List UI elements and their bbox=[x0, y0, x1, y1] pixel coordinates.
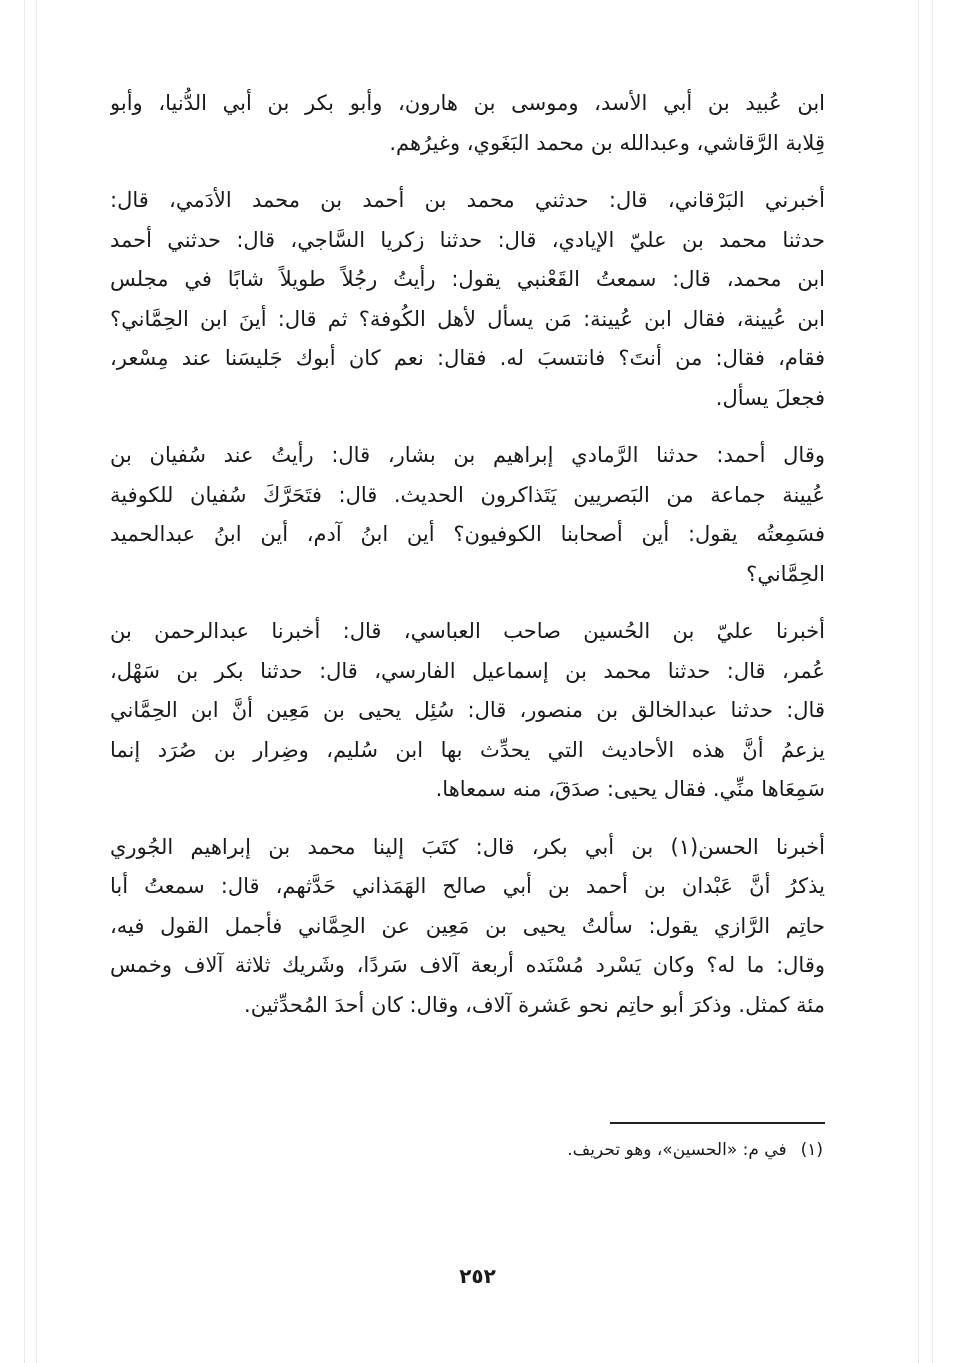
paragraph bbox=[110, 181, 825, 418]
text-line: الحِمَّاني؟ bbox=[746, 561, 825, 586]
page-number: ٢٥٢ bbox=[459, 1264, 496, 1288]
text-line: سَمِعَاها منِّي. فقال يحيى: صدَقَ، منه سمعاها. bbox=[435, 777, 825, 801]
paragraph bbox=[110, 84, 825, 163]
text-line: ابن محمد، قال: سمعتُ القَعْنبي يقول: رأيتُ رجُلاً طويلاً شابًا في مجلس bbox=[110, 267, 825, 291]
text-line: يذكرُ أنَّ عَبْدان بن أحمد بن أبي صالح الهَمَذاني حَدَّثهم، قال: سمعتُ أبا bbox=[110, 874, 825, 898]
text-line: أخبرني البَرْقاني، قال: حدثني محمد بن أحمد بن محمد الأدَمي، قال: bbox=[110, 188, 825, 212]
text-line: قال: حدثنا عبدالخالق بن منصور، قال: سُئِل يحيى بن مَعِين أنَّ ابن الحِمَّاني bbox=[110, 698, 825, 722]
text-line: قِلابة الرَّقاشي، وعبدالله بن محمد البَغَوي، وغيرُهم. bbox=[389, 130, 825, 155]
footnote-number: (١) bbox=[800, 1140, 823, 1160]
scan-margin-line bbox=[918, 0, 919, 1363]
text-line: حدثنا محمد بن عليّ الإيادي، قال: حدثنا زكريا السَّاجي، قال: حدثني أحمد bbox=[110, 227, 825, 252]
text-line: عُمر، قال: حدثنا محمد بن إسماعيل الفارسي، قال: حدثنا بكر بن سَهْل، bbox=[110, 658, 825, 683]
scan-margin-line bbox=[932, 0, 933, 1363]
main-text bbox=[110, 84, 825, 1043]
text-line: فسَمِعتُه يقول: أين أصحابنا الكوفيون؟ أين ابنُ آدم، أين ابنُ عبدالحميد bbox=[110, 522, 825, 546]
scan-margin-line bbox=[36, 0, 37, 1363]
text-line: أخبرنا الحسن(١) بن أبي بكر، قال: كتَبَ إلينا محمد بن إبراهيم الجُوري bbox=[110, 834, 825, 859]
text-line: وقال: ما له؟ وكان يَسْرد مُسْنَده أربعة آلاف سَردًا، وشَريك ثلاثة آلاف وخمس bbox=[110, 953, 825, 977]
footnote bbox=[567, 1136, 823, 1164]
footnote-separator bbox=[610, 1122, 825, 1124]
text-line: ابن عُيينة، فقال ابن عُيينة: مَن يسأل لأهل الكُوفة؟ ثم قال: أينَ ابن الحِمَّاني؟ bbox=[110, 306, 825, 331]
text-line: فقام، فقال: من أنتَ؟ فانتسبَ له. فقال: نعم كان أبوك جَليسَنا عند مِسْعر، bbox=[110, 346, 825, 370]
scan-margin-line bbox=[24, 0, 25, 1363]
footnote-text: في م: «الحسين»، وهو تحريف. bbox=[567, 1140, 787, 1160]
paragraph bbox=[110, 828, 825, 1026]
text-line: وقال أحمد: حدثنا الرَّمادي إبراهيم بن بشار، قال: رأيتُ عند سُفيان بن bbox=[110, 443, 825, 467]
paragraph bbox=[110, 436, 825, 594]
text-line: مئة كمثل. وذكرَ أبو حاتِم نحو عَشرة آلاف، وقال: كان أحدَ المُحدِّثين. bbox=[244, 992, 825, 1017]
text-line: فجعلَ يسأل. bbox=[715, 385, 825, 410]
paragraph bbox=[110, 612, 825, 810]
text-line: أخبرنا عليّ بن الحُسين صاحب العباسي، قال: أخبرنا عبدالرحمن بن bbox=[110, 619, 825, 643]
text-line: يزعمُ أنَّ هذه الأحاديث التي يحدِّث بها ابن سُليم، وضِرار بن صُرَد إنما bbox=[110, 737, 825, 762]
text-line: عُيينة جماعة من البَصريين يَتَذاكرون الحديث. قال: فتَحَرَّكَ سُفيان للكوفية bbox=[110, 482, 825, 507]
text-line: ابن عُبيد بن أبي الأسد، وموسى بن هارون، وأبو بكر بن أبي الدُّنيا، وأبو bbox=[110, 91, 825, 115]
text-line: حاتِم الرَّازي يقول: سألتُ يحيى بن مَعِين عن الحِمَّاني فأجمل القول فيه، bbox=[110, 913, 825, 938]
